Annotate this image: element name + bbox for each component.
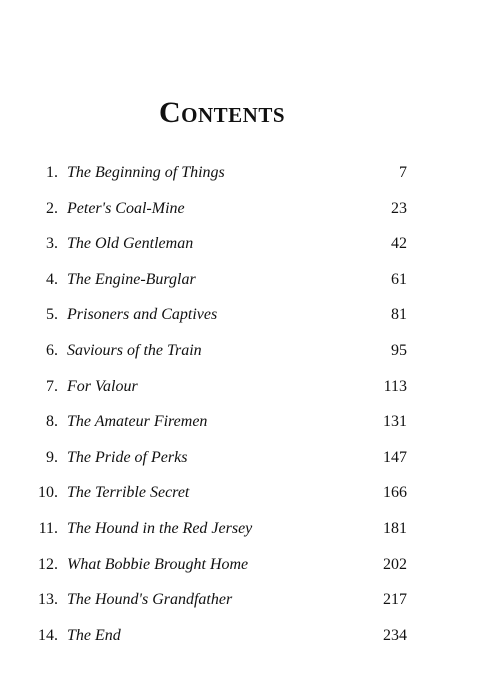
- page-number: 42: [391, 235, 407, 253]
- chapter-title: The Old Gentleman: [67, 235, 194, 253]
- toc-entry: [0, 230, 478, 266]
- page-number: 202: [383, 555, 407, 573]
- toc-entry: [0, 373, 478, 409]
- table-of-contents: [0, 159, 478, 657]
- chapter-number: 14.: [38, 626, 58, 644]
- toc-entry: [0, 515, 478, 551]
- chapter-title: What Bobbie Brought Home: [67, 555, 249, 573]
- chapter-title: The Terrible Secret: [67, 484, 190, 502]
- toc-entry: [0, 159, 478, 195]
- chapter-number: 13.: [38, 591, 58, 609]
- chapter-number: 12.: [38, 555, 58, 573]
- toc-entry: [0, 622, 478, 658]
- page-number: 61: [391, 270, 407, 288]
- chapter-title: Peter's Coal-Mine: [67, 199, 185, 217]
- page-number: 23: [391, 199, 407, 217]
- page-number: 131: [383, 413, 407, 431]
- page-number: 81: [391, 306, 407, 324]
- chapter-title: For Valour: [67, 377, 138, 395]
- chapter-title: The Hound in the Red Jersey: [67, 519, 253, 537]
- chapter-title: Prisoners and Captives: [67, 306, 218, 324]
- page-number: 181: [383, 519, 407, 537]
- chapter-number: 11.: [38, 519, 58, 537]
- chapter-title: The Amateur Firemen: [67, 413, 208, 431]
- toc-entry: [0, 337, 478, 373]
- page-number: 113: [383, 377, 407, 395]
- chapter-title: The Pride of Perks: [67, 448, 188, 466]
- chapter-number: 2.: [46, 199, 58, 217]
- toc-entry: [0, 479, 478, 515]
- toc-entry: [0, 551, 478, 587]
- page-title: Contents: [158, 96, 286, 129]
- toc-entry: [0, 408, 478, 444]
- toc-entry: [0, 444, 478, 480]
- page-number: 166: [383, 484, 407, 502]
- chapter-number: 9.: [46, 448, 58, 466]
- chapter-number: 6.: [46, 341, 58, 359]
- chapter-number: 1.: [46, 164, 58, 181]
- chapter-title: Saviours of the Train: [67, 341, 202, 359]
- toc-entry: [0, 301, 478, 337]
- chapter-title: The End: [67, 626, 121, 644]
- chapter-number: 5.: [46, 306, 58, 324]
- toc-entry: [0, 195, 478, 231]
- page-number: 234: [383, 626, 407, 644]
- page-number: 147: [383, 448, 407, 466]
- chapter-title: The Hound's Grandfather: [67, 591, 233, 609]
- page-number: 217: [383, 591, 407, 609]
- toc-entry: [0, 586, 478, 622]
- page-number: 95: [391, 341, 407, 359]
- chapter-title: The Engine-Burglar: [67, 270, 196, 288]
- chapter-number: 7.: [46, 377, 58, 395]
- chapter-number: 4.: [46, 270, 58, 288]
- toc-entry: [0, 266, 478, 302]
- chapter-number: 3.: [46, 235, 58, 253]
- chapter-number: 10.: [38, 484, 58, 502]
- chapter-number: 8.: [46, 413, 58, 431]
- chapter-title: The Beginning of Things: [67, 164, 225, 181]
- page-number: 7: [399, 164, 407, 181]
